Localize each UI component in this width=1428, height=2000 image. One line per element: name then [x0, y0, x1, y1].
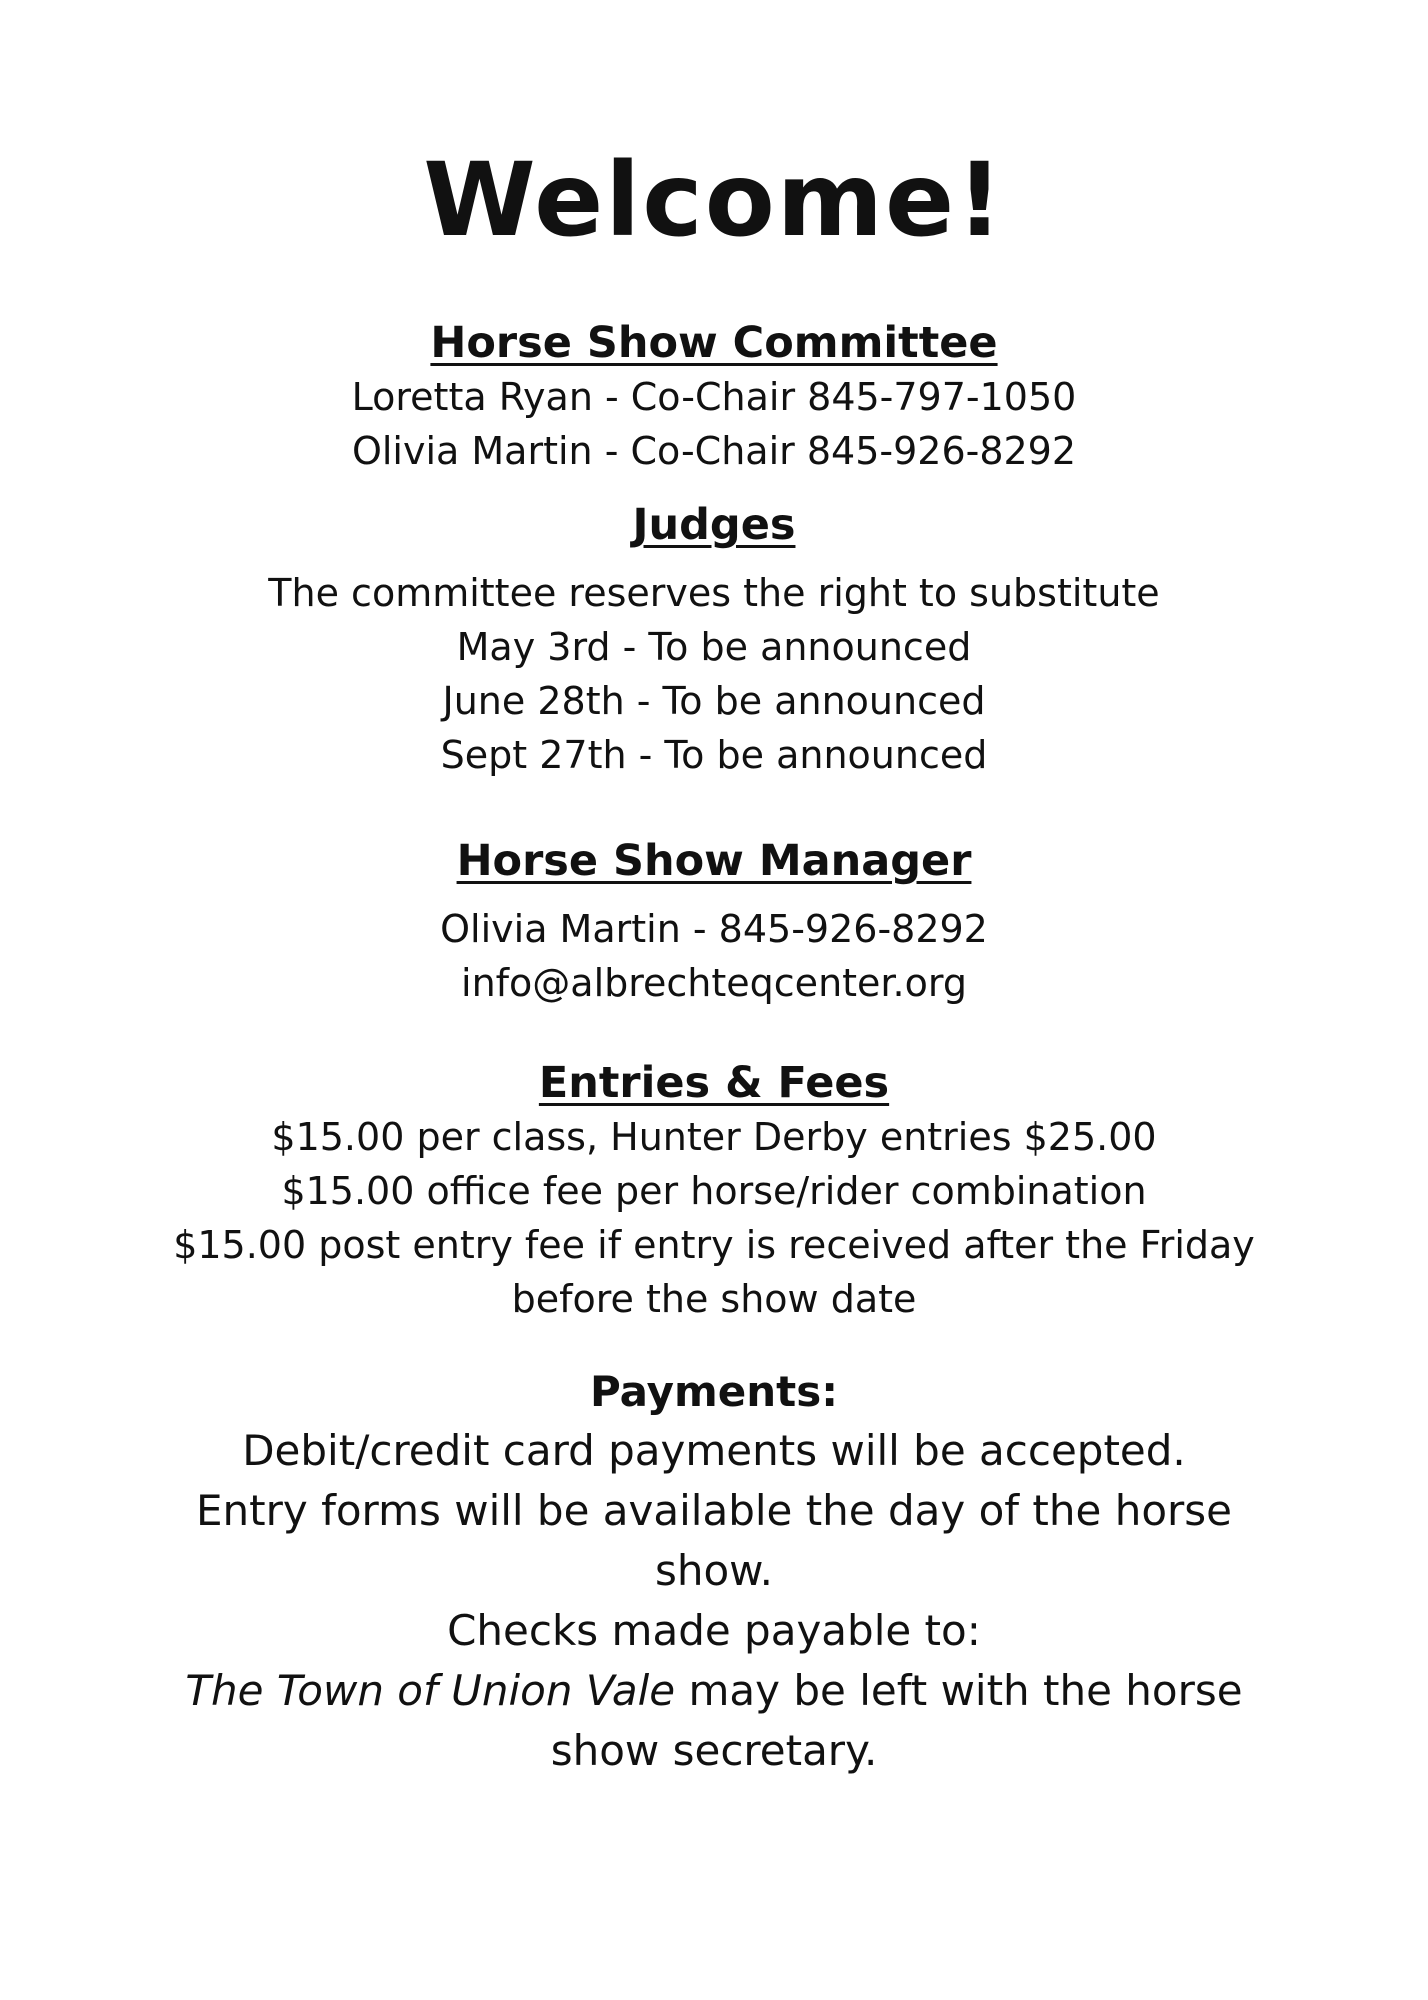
fees-line: $15.00 per class, Hunter Derby entries $25.00 — [271, 1114, 1157, 1159]
payments-last-line: show secretary. — [550, 1726, 878, 1776]
manager-section — [0, 836, 1428, 1010]
fees-line: $15.00 post entry fee if entry is received after the Friday — [173, 1222, 1255, 1267]
payments-line: Entry forms will be available the day of the horse — [195, 1486, 1233, 1536]
judges-heading: Judges — [632, 500, 796, 550]
fees-heading: Entries & Fees — [538, 1058, 890, 1108]
payee-line — [0, 1661, 1428, 1721]
payments-line: Debit/credit card payments will be accepted. — [242, 1426, 1186, 1476]
judges-section — [0, 500, 1428, 782]
judges-line: June 28th - To be announced — [442, 678, 986, 723]
committee-line: Loretta Ryan - Co-Chair 845-797-1050 — [351, 374, 1077, 419]
committee-line: Olivia Martin - Co-Chair 845-926-8292 — [351, 428, 1077, 473]
fees-section — [0, 1058, 1428, 1326]
payee-name: The Town of Union Vale — [185, 1666, 676, 1716]
manager-heading: Horse Show Manager — [456, 836, 972, 886]
payee-rest: may be left with the horse — [675, 1666, 1243, 1716]
judges-line: The committee reserves the right to substitute — [268, 570, 1160, 615]
judges-line: May 3rd - To be announced — [456, 624, 972, 669]
payments-line: show. — [654, 1546, 774, 1596]
fees-line: $15.00 office fee per horse/rider combination — [281, 1168, 1147, 1213]
manager-email: info@albrechteqcenter.org — [461, 960, 967, 1005]
payments-section — [0, 1367, 1428, 1781]
committee-section — [0, 318, 1428, 478]
page-title: Welcome! — [423, 141, 1005, 260]
fees-line: before the show date — [511, 1276, 917, 1321]
payments-heading: Payments: — [589, 1367, 839, 1416]
manager-line: Olivia Martin - 845-926-8292 — [440, 906, 988, 951]
payments-line: Checks made payable to: — [447, 1606, 981, 1656]
judges-line: Sept 27th - To be announced — [440, 732, 988, 777]
committee-heading: Horse Show Committee — [430, 318, 998, 368]
